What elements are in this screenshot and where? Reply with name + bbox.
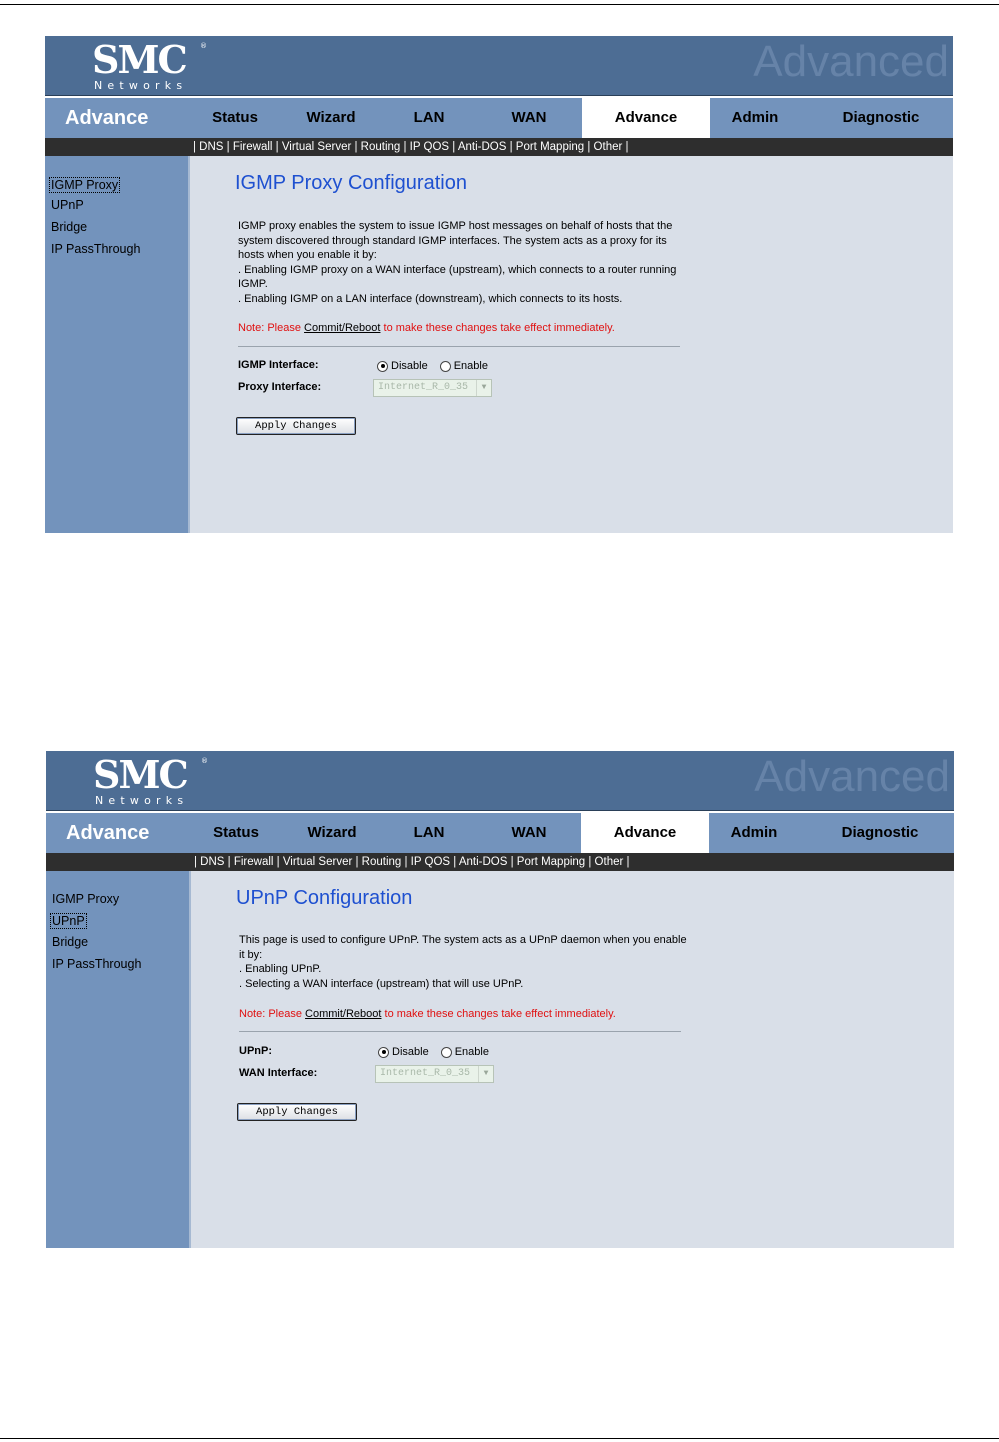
chevron-down-icon: ▼ [476,380,491,396]
radio-disable-label: Disable [392,1046,429,1058]
note-suffix: to make these changes take effect immediately. [380,322,615,334]
sub-menu-links[interactable]: | DNS | Firewall | Virtual Server | Routing | IP QOS | Anti-DOS | Port Mapping | Other | [194,856,630,868]
sidebar-item-upnp[interactable]: UPnP [51,198,84,212]
commit-note [239,1008,616,1020]
logo-text: SMC [92,37,186,82]
sidebar [46,871,191,1248]
sidebar-item-igmp-proxy[interactable]: IGMP Proxy [51,178,119,192]
note-suffix: to make these changes take effect immediately. [381,1008,616,1020]
logo-text: SMC [93,752,187,797]
chevron-down-icon: ▼ [478,1066,493,1082]
content-area [190,156,953,533]
note-prefix: Note: Please [238,322,305,334]
tab-diagnostic[interactable]: Diagnostic [842,109,920,126]
apply-changes-button[interactable]: Apply Changes [236,417,356,435]
tab-wan[interactable]: WAN [511,824,547,841]
divider [238,346,680,347]
description-paragraph: This page is used to configure UPnP. The system acts as a UPnP daemon when you enable it by: [239,934,687,961]
divider [239,1031,681,1032]
radio-disable-label: Disable [391,360,428,372]
proxy-interface-value: Internet_R_0_35 [378,382,469,393]
sub-menu-links[interactable]: | DNS | Firewall | Virtual Server | Routing | IP QOS | Anti-DOS | Port Mapping | Other | [193,141,629,153]
tab-lan[interactable]: LAN [413,824,445,841]
description-bullet: . Enabling UPnP. [239,963,322,976]
radio-disable[interactable] [378,1047,389,1058]
radio-enable[interactable] [441,1047,452,1058]
sidebar-item-bridge[interactable]: Bridge [51,220,88,234]
description-bullet: . Enabling IGMP on a LAN interface (downstream), which connects to its hosts. [238,292,623,305]
tab-wizard[interactable]: Wizard [307,824,357,841]
tab-advance[interactable]: Advance [582,98,710,138]
tab-admin[interactable]: Admin [730,824,778,841]
upnp-radios [378,1046,489,1058]
tab-admin[interactable]: Admin [731,109,779,126]
sidebar-item-ip-passthrough[interactable]: IP PassThrough [52,957,142,971]
proxy-interface-select[interactable] [373,379,492,397]
radio-enable-label: Enable [454,1046,489,1058]
logo-registered-mark: ® [200,42,207,50]
logo-subtext: Networks [94,79,188,92]
header-watermark: Advanced [753,37,949,86]
sub-menu [46,853,954,871]
description-bullet: . Enabling IGMP proxy on a WAN interface (upstream), which connects to a router running IGMP. [238,263,677,291]
sidebar-item-upnp[interactable]: UPnP [52,914,85,928]
content-area [191,871,954,1248]
igmp-proxy-screen [45,36,953,533]
commit-reboot-link[interactable]: Commit/Reboot [304,322,381,334]
tab-status[interactable]: Status [212,109,258,126]
header-watermark: Advanced [754,752,950,801]
header-banner [45,36,953,96]
sidebar-item-igmp-proxy[interactable]: IGMP Proxy [52,892,120,906]
wan-interface-value: Internet_R_0_35 [380,1068,471,1079]
radio-disable[interactable] [377,361,388,372]
header-divider [46,810,954,811]
description-paragraph: IGMP proxy enables the system to issue IGMP host messages on behalf of hosts that the system discovered through standard IGMP interfaces. The system acts as a proxy for its hosts when you enable it by: [238,220,673,262]
header-divider [45,95,953,96]
tab-diagnostic[interactable]: Diagnostic [841,824,919,841]
commit-note [238,322,615,334]
nav-section-title: Advance [66,822,150,844]
smc-logo [92,37,207,94]
igmp-interface-label: IGMP Interface: [238,359,319,371]
page-title: IGMP Proxy Configuration [235,172,467,194]
sidebar-item-bridge[interactable]: Bridge [52,935,89,949]
commit-reboot-link[interactable]: Commit/Reboot [305,1008,382,1020]
logo-registered-mark: ® [201,757,208,765]
tab-wizard[interactable]: Wizard [306,109,356,126]
main-nav [45,98,953,138]
page-top-rule [0,4,999,5]
upnp-screen [46,751,954,1247]
radio-enable[interactable] [440,361,451,372]
description-bullet: . Selecting a WAN interface (upstream) that will use UPnP. [239,977,524,990]
tab-advance[interactable]: Advance [581,813,709,853]
sub-menu [45,138,953,156]
description [238,219,688,307]
smc-logo [93,752,208,809]
description [239,933,689,991]
wan-interface-label: WAN Interface: [239,1067,318,1079]
note-prefix: Note: Please [239,1008,306,1020]
proxy-interface-label: Proxy Interface: [238,381,322,393]
tab-wan[interactable]: WAN [511,109,547,126]
sidebar [45,156,190,533]
page-bottom-rule [0,1438,999,1439]
main-nav [46,813,954,853]
sidebar-item-ip-passthrough[interactable]: IP PassThrough [51,242,141,256]
radio-enable-label: Enable [453,360,488,372]
apply-changes-button[interactable]: Apply Changes [237,1103,357,1121]
header-banner [46,751,954,811]
logo-subtext: Networks [95,794,189,807]
igmp-interface-radios [377,360,488,372]
tab-lan[interactable]: LAN [413,109,445,126]
wan-interface-select[interactable] [375,1065,494,1083]
page-title: UPnP Configuration [236,887,413,909]
nav-section-title: Advance [65,107,149,129]
tab-status[interactable]: Status [213,824,259,841]
upnp-label: UPnP: [239,1045,272,1057]
